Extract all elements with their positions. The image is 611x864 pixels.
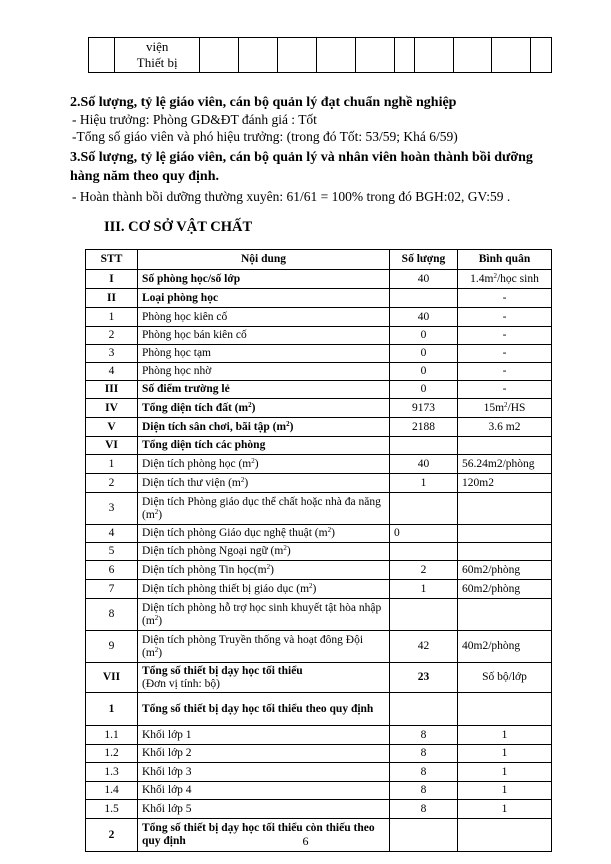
cell-content-text: Diện tích phòng thiết bị giáo dục (m xyxy=(142,582,310,595)
cell-qty xyxy=(390,399,458,418)
cell-qty xyxy=(390,455,458,474)
table-row xyxy=(86,543,552,561)
section-2-line2: -Tổng số giáo viên và phó hiệu trưởng: (trong đó Tốt: 53/59; Khá 6/59) xyxy=(72,129,458,144)
cell-qty xyxy=(390,493,458,525)
cell-avg-text: - xyxy=(502,365,507,377)
cell-stt-text: 1.5 xyxy=(104,802,119,815)
top-cell xyxy=(453,38,492,73)
cell-avg-text: 1 xyxy=(501,802,508,815)
cell-stt xyxy=(86,345,138,363)
table-row xyxy=(86,418,552,437)
cell-stt xyxy=(86,381,138,399)
cell-avg-text: 15m xyxy=(483,401,505,414)
cell-stt-text: I xyxy=(109,272,114,285)
cell-content-content_sup: 2 xyxy=(283,544,287,552)
cell-avg-text: 1 xyxy=(501,747,508,759)
cell-qty xyxy=(390,561,458,580)
cell-avg-text: 40m2/phòng xyxy=(462,640,521,652)
cell-stt-text: 5 xyxy=(108,545,115,557)
cell-qty xyxy=(390,363,458,381)
cell-content-text: Khối lớp 5 xyxy=(142,802,192,815)
cell-content-content_sup: 2 xyxy=(154,613,159,622)
cell-avg xyxy=(458,308,552,327)
cell-avg xyxy=(458,763,552,782)
cell-qty xyxy=(390,631,458,663)
cell-avg xyxy=(458,437,552,455)
cell-content-content_sup: 2 xyxy=(251,456,255,465)
cell-stt-text: 1.4 xyxy=(104,784,119,796)
page-number: 6 xyxy=(302,834,309,848)
cell-qty-text: 2 xyxy=(420,563,427,576)
cell-content xyxy=(138,561,390,580)
cell-content-content_sup: 2 xyxy=(309,581,313,590)
cell-content-content_suffix: ) xyxy=(158,614,163,627)
cell-avg xyxy=(458,474,552,493)
cell-avg-avg_suffix: /HS xyxy=(507,401,526,414)
cell-avg-avg_sup: 2 xyxy=(504,400,508,409)
cell-avg xyxy=(458,455,552,474)
cell-qty-text: 1 xyxy=(420,582,427,595)
table-row xyxy=(86,631,552,663)
cell-qty xyxy=(390,693,458,726)
cell-avg-text: 60m2/phòng xyxy=(462,582,521,595)
cell-qty-text: 8 xyxy=(420,728,427,741)
cell-content-text: Khối lớp 3 xyxy=(142,765,192,778)
cell-stt xyxy=(86,663,138,693)
table-row xyxy=(86,327,552,345)
cell-content-content_suffix: ) xyxy=(254,457,259,470)
cell-content xyxy=(138,399,390,418)
cell-avg xyxy=(458,561,552,580)
cell-qty-text: 40 xyxy=(417,310,430,323)
table-row xyxy=(86,800,552,819)
cell-avg-text: 1.4m xyxy=(470,272,494,285)
cell-avg-text: - xyxy=(502,347,507,359)
cell-stt xyxy=(86,327,138,345)
cell-content-text: Diện tích phòng Truyền thống và hoạt đông Đội (m xyxy=(142,633,364,659)
cell-content xyxy=(138,270,390,289)
cell-stt-text: 2 xyxy=(108,828,115,841)
cell-content xyxy=(138,525,390,543)
cell-avg xyxy=(458,381,552,399)
top-table xyxy=(88,37,552,73)
cell-avg xyxy=(458,399,552,418)
cell-qty xyxy=(390,663,458,693)
cell-avg xyxy=(458,418,552,437)
cell-content xyxy=(138,474,390,493)
cell-content xyxy=(138,381,390,399)
cell-content-content_sup: 2 xyxy=(248,400,252,409)
cell-avg xyxy=(458,493,552,525)
cell-content xyxy=(138,726,390,745)
cell-stt-text: II xyxy=(107,291,116,304)
cell-stt-text: 1 xyxy=(108,310,115,323)
cell-content-content_suffix: ) xyxy=(158,508,163,521)
cell-stt xyxy=(86,308,138,327)
cell-content-content_suffix: ) xyxy=(331,527,335,539)
cell-qty xyxy=(390,580,458,599)
cell-avg-text: 56.24m2/phòng xyxy=(462,457,535,470)
cell-content-content_suffix: ) xyxy=(158,646,163,659)
cell-qty xyxy=(390,782,458,800)
cell-content xyxy=(138,493,390,525)
cell-avg-avg_sup: 2 xyxy=(493,271,497,280)
cell-avg xyxy=(458,270,552,289)
cell-content-text: Số phòng học/số lớp xyxy=(142,272,241,285)
cell-qty xyxy=(390,745,458,763)
cell-stt xyxy=(86,437,138,455)
top-cell xyxy=(531,38,552,73)
cell-avg xyxy=(458,800,552,819)
cell-avg xyxy=(458,782,552,800)
cell-content xyxy=(138,327,390,345)
cell-qty-text: 42 xyxy=(417,640,430,652)
cell-stt xyxy=(86,543,138,561)
table-row xyxy=(86,363,552,381)
cell-content xyxy=(138,437,390,455)
cell-qty-text: 0 xyxy=(394,527,400,539)
cell-qty-text: 23 xyxy=(417,671,430,683)
cell-stt-text: 3 xyxy=(108,502,115,514)
cell-content-text: Phòng học bán kiên cố xyxy=(142,329,247,341)
cell-avg xyxy=(458,580,552,599)
cell-content-text: Phòng học tạm xyxy=(142,347,211,359)
header-avg: Bình quân xyxy=(458,250,552,270)
cell-qty-text: 40 xyxy=(417,272,430,285)
top-cell xyxy=(492,38,531,73)
cell-content-text: Tổng số thiết bị dạy học tối thiểu xyxy=(142,664,303,677)
table-row xyxy=(86,782,552,800)
top-cell xyxy=(278,38,317,73)
cell-stt-text: IV xyxy=(105,401,118,414)
top-cell xyxy=(200,38,239,73)
table-row xyxy=(86,270,552,289)
cell-stt-text: 1 xyxy=(108,702,115,715)
cell-avg-text: 120m2 xyxy=(462,476,494,489)
cell-content-text: Số điểm trường lẻ xyxy=(142,383,230,395)
table-row xyxy=(86,599,552,631)
cell-avg xyxy=(458,726,552,745)
cell-avg xyxy=(458,327,552,345)
cell-avg-text: 1 xyxy=(501,728,508,741)
cell-stt-text: 3 xyxy=(108,347,115,359)
cell-qty xyxy=(390,763,458,782)
cell-qty-text: 0 xyxy=(420,347,427,359)
cell-avg-text: 1 xyxy=(501,784,508,796)
cell-stt xyxy=(86,561,138,580)
cell-stt-text: III xyxy=(104,383,119,395)
cell-stt xyxy=(86,800,138,819)
cell-stt-text: 9 xyxy=(108,640,115,652)
cell-stt xyxy=(86,493,138,525)
cell-stt-text: 2 xyxy=(108,329,115,341)
cell-avg xyxy=(458,525,552,543)
cell-qty xyxy=(390,381,458,399)
cell-content xyxy=(138,363,390,381)
cell-content-text: Diện tích Phòng giáo dục thể chất hoặc nhà đa năng (m xyxy=(142,495,381,521)
cell-stt xyxy=(86,693,138,726)
cell-content-text: Khối lớp 1 xyxy=(142,728,192,741)
cell-content-text: Phòng học nhờ xyxy=(142,365,212,377)
top-cell xyxy=(317,38,356,73)
cell-content xyxy=(138,599,390,631)
cell-stt xyxy=(86,399,138,418)
table-row xyxy=(86,399,552,418)
cell-qty-text: 0 xyxy=(420,383,427,395)
cell-stt xyxy=(86,745,138,763)
cell-content xyxy=(138,289,390,308)
cell-content-text: Tổng diện tích đất (m xyxy=(142,401,249,414)
table-row xyxy=(86,693,552,726)
cell-avg xyxy=(458,543,552,561)
top-cell-label xyxy=(114,38,199,73)
top-cell xyxy=(356,38,395,73)
cell-content xyxy=(138,345,390,363)
cell-content-text: Diện tích phòng Tin học(m xyxy=(142,563,267,576)
cell-content xyxy=(138,418,390,437)
cell-qty-text: 2188 xyxy=(412,420,435,433)
cell-avg-text: 1 xyxy=(501,765,508,778)
cell-stt-text: 8 xyxy=(108,608,115,620)
cell-qty-text: 8 xyxy=(420,784,427,796)
cell-content xyxy=(138,763,390,782)
cell-content-content_suffix: ) xyxy=(244,476,249,489)
cell-stt-text: 7 xyxy=(108,582,115,595)
cell-content-text: Tổng diện tích các phòng xyxy=(142,439,266,451)
cell-avg xyxy=(458,745,552,763)
cell-content-text: Diện tích phòng học (m xyxy=(142,457,252,470)
cell-content-text: Phòng học kiên cố xyxy=(142,310,228,323)
top-cell-line2: Thiết bị xyxy=(136,55,178,70)
table-row xyxy=(86,455,552,474)
cell-content-line2: (Đơn vị tính: bộ) xyxy=(142,677,220,690)
cell-qty-text: 40 xyxy=(417,457,430,470)
cell-avg-text: 60m2/phòng xyxy=(462,563,521,576)
cell-stt xyxy=(86,631,138,663)
cell-avg-text: - xyxy=(502,383,507,395)
cell-qty xyxy=(390,345,458,363)
table-row xyxy=(86,525,552,543)
top-cell xyxy=(239,38,278,73)
table-row xyxy=(86,308,552,327)
top-cell xyxy=(395,38,414,73)
cell-avg xyxy=(458,363,552,381)
cell-content-content_sup: 2 xyxy=(266,562,271,571)
cell-avg-avg_suffix: /học sinh xyxy=(496,272,539,285)
cell-stt xyxy=(86,782,138,800)
table-row xyxy=(86,763,552,782)
cell-stt xyxy=(86,580,138,599)
cell-content-text: Khối lớp 2 xyxy=(142,747,192,759)
table-row xyxy=(86,561,552,580)
cell-qty xyxy=(390,327,458,345)
cell-qty xyxy=(390,525,458,543)
section-2-line1: - Hiệu trưởng: Phòng GD&ĐT đánh giá : Tốt xyxy=(72,112,317,127)
cell-stt xyxy=(86,363,138,381)
cell-content xyxy=(138,693,390,726)
cell-avg xyxy=(458,289,552,308)
cell-stt xyxy=(86,455,138,474)
top-cell xyxy=(89,38,115,73)
section-3-title-line1: 3.Số lượng, tỷ lệ giáo viên, cán bộ quản lý và nhân viên hoàn thành bồi dưỡng xyxy=(70,150,533,165)
cell-content-content_sup: 2 xyxy=(154,507,159,516)
facilities-table xyxy=(85,249,552,852)
table-row xyxy=(86,345,552,363)
cell-content xyxy=(138,745,390,763)
section-3-title-line2: hàng năm theo quy định. xyxy=(70,169,220,184)
cell-stt-text: 4 xyxy=(108,527,115,539)
cell-stt-text: 6 xyxy=(108,563,115,576)
cell-qty xyxy=(390,800,458,819)
cell-stt-text: V xyxy=(107,420,116,433)
cell-content-content_suffix: ) xyxy=(289,420,294,433)
table-row xyxy=(86,580,552,599)
cell-avg xyxy=(458,345,552,363)
cell-stt-text: 1 xyxy=(108,457,115,470)
cell-avg-text: Số bộ/lớp xyxy=(482,671,527,683)
cell-content-text: Loại phòng học xyxy=(142,291,219,304)
section-3-line1: - Hoàn thành bồi dưỡng thường xuyên: 61/61 = 100% trong đó BGH:02, GV:59 . xyxy=(72,189,511,204)
cell-stt-text: 2 xyxy=(108,476,115,489)
cell-qty xyxy=(390,726,458,745)
cell-qty-text: 8 xyxy=(420,765,427,778)
cell-content xyxy=(138,663,390,693)
cell-stt xyxy=(86,270,138,289)
cell-content-content_suffix: ) xyxy=(251,401,256,414)
cell-avg xyxy=(458,631,552,663)
table-row xyxy=(86,745,552,763)
cell-content-content_suffix: ) xyxy=(270,563,274,576)
cell-content-text: Diện tích phòng hỗ trợ học sinh khuyết tật hòa nhập (m xyxy=(142,601,382,627)
cell-stt-text: 1.2 xyxy=(104,747,119,759)
cell-content-text: Diện tích phòng Ngoại ngữ (m xyxy=(142,545,284,557)
table-row xyxy=(86,289,552,308)
cell-qty xyxy=(390,308,458,327)
cell-content-text: Diện tích thư viện (m xyxy=(142,476,241,489)
cell-stt xyxy=(86,726,138,745)
cell-stt xyxy=(86,763,138,782)
table-row xyxy=(86,726,552,745)
facilities-table-body xyxy=(86,250,552,852)
cell-stt-text: VI xyxy=(105,439,118,451)
cell-content-content_sup: 2 xyxy=(327,526,332,534)
header-stt: STT xyxy=(86,250,138,270)
cell-qty xyxy=(390,418,458,437)
cell-stt-text: 1.1 xyxy=(104,728,119,741)
cell-qty-text: 1 xyxy=(420,476,427,489)
cell-avg-text: - xyxy=(502,310,507,323)
cell-content-content_suffix: ) xyxy=(312,582,317,595)
cell-content-text: Diện tích sân chơi, bãi tập (m xyxy=(142,420,287,433)
cell-stt xyxy=(86,525,138,543)
cell-avg-text: - xyxy=(502,329,507,341)
top-cell xyxy=(414,38,453,73)
cell-qty xyxy=(390,289,458,308)
cell-content xyxy=(138,580,390,599)
cell-avg xyxy=(458,693,552,726)
cell-qty-text: 9173 xyxy=(412,401,435,414)
table-row xyxy=(86,381,552,399)
cell-content-text: Tổng số thiết bị dạy học tối thiểu còn thiếu theo quy định xyxy=(142,822,375,847)
cell-stt xyxy=(86,599,138,631)
top-cell-line1: viện xyxy=(145,39,169,54)
cell-content xyxy=(138,308,390,327)
cell-qty-text: 8 xyxy=(420,802,427,815)
table-row xyxy=(86,493,552,525)
cell-content-text: Diện tích phòng Giáo dục nghệ thuật (m xyxy=(142,527,328,539)
cell-avg xyxy=(458,599,552,631)
cell-stt-text: 1.3 xyxy=(104,765,119,778)
section-iii-title: III. CƠ SỞ VẬT CHẤT xyxy=(104,219,253,235)
cell-content-text: Khối lớp 4 xyxy=(142,784,192,796)
cell-content xyxy=(138,455,390,474)
table-row xyxy=(86,663,552,693)
cell-content-content_sup: 2 xyxy=(154,645,159,654)
table-header-row xyxy=(86,250,552,270)
table-row xyxy=(86,437,552,455)
cell-qty-text: 8 xyxy=(420,747,427,759)
cell-content-text: Tổng số thiết bị dạy học tối thiểu theo quy định xyxy=(142,702,374,715)
cell-content-content_sup: 2 xyxy=(240,475,245,484)
cell-qty xyxy=(390,543,458,561)
section-2-title: 2.Số lượng, tỷ lệ giáo viên, cán bộ quản lý đạt chuẩn nghề nghiệp xyxy=(70,95,457,110)
cell-stt xyxy=(86,418,138,437)
cell-avg-text: 3.6 m2 xyxy=(488,420,521,433)
table-row xyxy=(86,474,552,493)
cell-stt-text: 4 xyxy=(108,365,115,377)
cell-qty xyxy=(390,270,458,289)
cell-avg xyxy=(458,663,552,693)
cell-content-content_suffix: ) xyxy=(286,545,291,557)
header-content: Nội dung xyxy=(138,250,390,270)
cell-qty xyxy=(390,599,458,631)
cell-stt xyxy=(86,474,138,493)
cell-qty-text: 0 xyxy=(420,365,427,377)
cell-content-content_sup: 2 xyxy=(286,419,290,428)
cell-qty xyxy=(390,437,458,455)
cell-avg-text: - xyxy=(502,291,507,304)
cell-qty-text: 0 xyxy=(420,329,427,341)
cell-content xyxy=(138,543,390,561)
cell-stt-text: VII xyxy=(102,671,121,683)
cell-content xyxy=(138,800,390,819)
cell-stt xyxy=(86,289,138,308)
cell-content xyxy=(138,631,390,663)
cell-content xyxy=(138,782,390,800)
cell-qty xyxy=(390,474,458,493)
header-qty: Số lượng xyxy=(390,250,458,270)
